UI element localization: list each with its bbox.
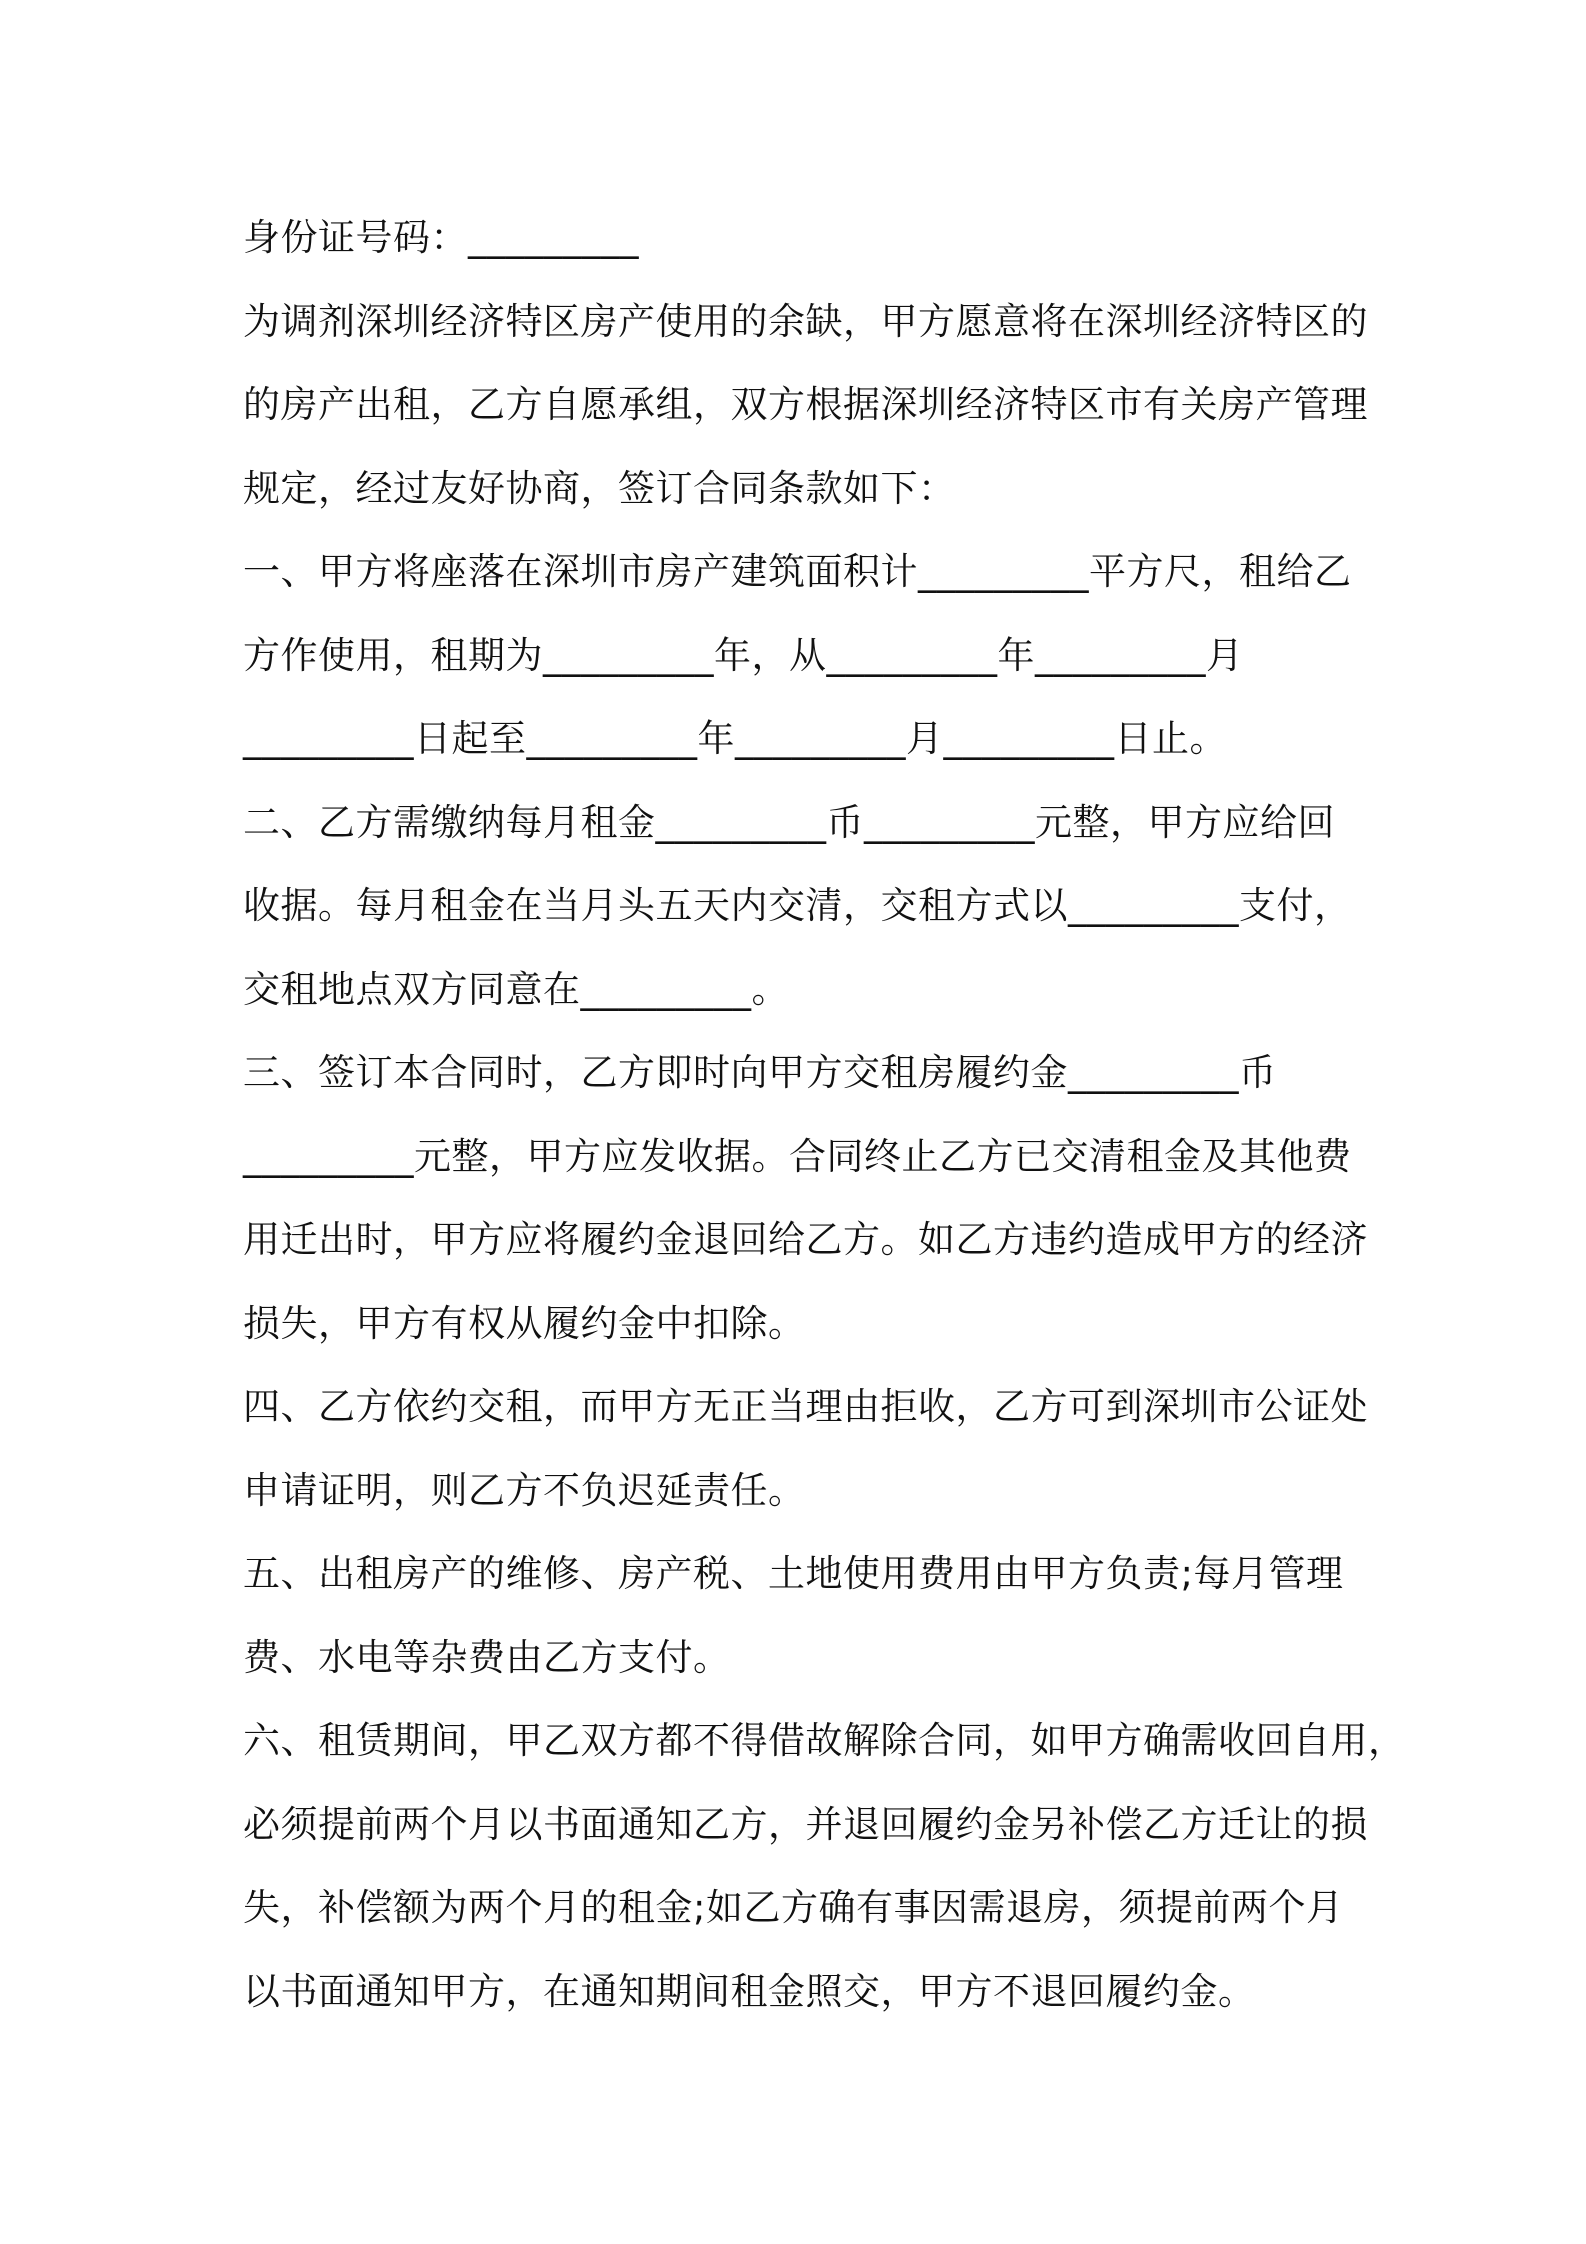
clause-1-line-2: 方作使用，租期为_________年，从_________年_________月 bbox=[243, 633, 1244, 677]
clause-4-line-2: 申请证明，则乙方不负迟延责任。 bbox=[243, 1468, 806, 1512]
clause-2-line-2: 收据。每月租金在当月头五天内交清，交租方式以_________支付， bbox=[243, 884, 1352, 927]
clause-5-line-2: 费、水电等杂费由乙方支付。 bbox=[243, 1635, 731, 1679]
clause-3-line-3: 用迁出时，甲方应将履约金退回给乙方。如乙方违约造成甲方的经济 bbox=[243, 1218, 1368, 1261]
clause-4-line-1: 四、乙方依约交租，而甲方无正当理由拒收，乙方可到深圳市公证处 bbox=[243, 1385, 1368, 1428]
clause-6-line-1: 六、租赁期间，甲乙双方都不得借故解除合同，如甲方确需收回自用， bbox=[243, 1719, 1406, 1762]
clause-3-line-1: 三、签订本合同时，乙方即时向甲方交租房履约金_________币 bbox=[243, 1051, 1277, 1094]
preamble-line-3: 规定，经过友好协商，签订合同条款如下： bbox=[243, 466, 956, 510]
preamble-line-2: 的房产出租，乙方自愿承组，双方根据深圳经济特区市有关房产管理 bbox=[243, 383, 1368, 426]
clause-6-line-4: 以书面通知甲方，在通知期间租金照交，甲方不退回履约金。 bbox=[243, 1969, 1256, 2013]
clause-5-line-1: 五、出租房产的维修、房产税、土地使用费用由甲方负责;每月管理 bbox=[243, 1552, 1344, 1595]
id-number-line: 身份证号码：_________ bbox=[243, 216, 639, 259]
clause-6-line-2: 必须提前两个月以书面通知乙方，并退回履约金另补偿乙方迁让的损 bbox=[243, 1802, 1368, 1846]
contract-body bbox=[243, 196, 1406, 2033]
preamble-line-1: 为调剂深圳经济特区房产使用的余缺，甲方愿意将在深圳经济特区的 bbox=[243, 299, 1368, 343]
clause-3-line-2: _________元整，甲方应发收据。合同终止乙方已交清租金及其他费 bbox=[243, 1134, 1352, 1178]
clause-3-line-4: 损失，甲方有权从履约金中扣除。 bbox=[243, 1301, 806, 1345]
clause-1-line-3: _________日起至_________年_________月_________日止。 bbox=[243, 717, 1227, 760]
clause-2-line-3: 交租地点双方同意在_________。 bbox=[243, 967, 789, 1011]
clause-6-line-3: 失，补偿额为两个月的租金;如乙方确有事因需退房，须提前两个月 bbox=[243, 1886, 1344, 1929]
clause-2-line-1: 二、乙方需缴纳每月租金_________币_________元整，甲方应给回 bbox=[243, 800, 1335, 844]
clause-1-line-1: 一、甲方将座落在深圳市房产建筑面积计_________平方尺，租给乙 bbox=[243, 550, 1352, 593]
